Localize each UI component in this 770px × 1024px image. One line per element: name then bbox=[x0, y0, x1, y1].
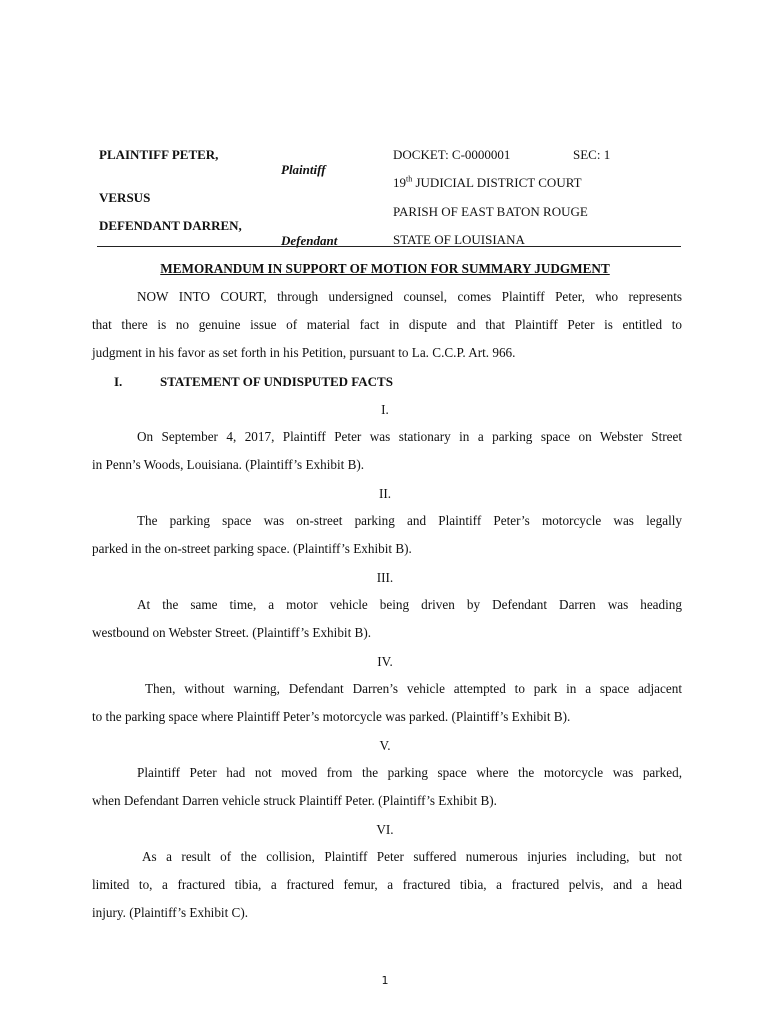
section-heading: STATEMENT OF UNDISPUTED FACTS bbox=[160, 374, 393, 389]
fact-paragraph bbox=[92, 423, 682, 479]
fact-paragraph bbox=[92, 675, 682, 731]
paragraph-line: in Penn’s Woods, Louisiana. (Plaintiff’s Exhibit B). bbox=[92, 457, 365, 472]
paragraph-line: when Defendant Darren vehicle struck Plaintiff Peter. (Plaintiff’s Exhibit B). bbox=[92, 793, 497, 808]
fact-numeral: III. bbox=[376, 570, 394, 585]
paragraph-line: to the parking space where Plaintiff Peter’s motorcycle was parked. (Plaintiff’s Exhibit B). bbox=[92, 709, 571, 724]
paragraph-line: injury. (Plaintiff’s Exhibit C). bbox=[92, 905, 249, 920]
fact-paragraph bbox=[92, 507, 682, 563]
fact-paragraph bbox=[92, 759, 682, 815]
paragraph-line: judgment in his favor as set forth in his Petition, pursuant to La. C.C.P. Art. 966. bbox=[92, 345, 516, 360]
paragraph-line: Then, without warning, Defendant Darren’s vehicle attempted to park in a space adjacent bbox=[145, 681, 682, 696]
paragraph-line: At the same time, a motor vehicle being driven by Defendant Darren was heading bbox=[137, 597, 682, 612]
paragraph-line: westbound on Webster Street. (Plaintiff’s Exhibit B). bbox=[92, 625, 372, 640]
paragraph-line: As a result of the collision, Plaintiff Peter suffered numerous injuries including, but not bbox=[142, 849, 682, 864]
defendant-name: DEFENDANT DARREN, bbox=[99, 218, 242, 233]
fact-numeral: VI. bbox=[376, 822, 394, 837]
paragraph-line: that there is no genuine issue of material fact in dispute and that Plaintiff Peter is entitled to bbox=[92, 317, 682, 332]
fact-numeral: IV. bbox=[377, 654, 393, 669]
versus-label: VERSUS bbox=[99, 190, 151, 205]
caption-rule-right bbox=[382, 246, 681, 247]
court-name: 19th JUDICIAL DISTRICT COURT bbox=[393, 174, 582, 190]
paragraph-line: On September 4, 2017, Plaintiff Peter was stationary in a parking space on Webster Street bbox=[137, 429, 682, 444]
paragraph-line: Plaintiff Peter had not moved from the parking space where the motorcycle was parked, bbox=[137, 765, 682, 780]
intro-paragraph bbox=[92, 283, 682, 367]
plaintiff-name: PLAINTIFF PETER, bbox=[99, 147, 219, 162]
plaintiff-role: Plaintiff bbox=[281, 162, 326, 177]
page-number: 1 bbox=[381, 974, 389, 987]
caption-rule-left bbox=[97, 246, 382, 247]
paragraph-line: NOW INTO COURT, through undersigned counsel, comes Plaintiff Peter, who represents bbox=[137, 289, 682, 304]
fact-paragraph bbox=[92, 843, 682, 927]
fact-numeral: I. bbox=[381, 402, 389, 417]
parish-name: PARISH OF EAST BATON ROUGE bbox=[393, 204, 588, 219]
document-title: MEMORANDUM IN SUPPORT OF MOTION FOR SUMMARY JUDGMENT bbox=[160, 261, 610, 276]
docket-number: DOCKET: C-0000001 bbox=[393, 147, 511, 162]
section-numeral: I. bbox=[114, 374, 123, 389]
defendant-role: Defendant bbox=[281, 233, 338, 248]
paragraph-line: parked in the on-street parking space. (Plaintiff’s Exhibit B). bbox=[92, 541, 412, 556]
paragraph-line: limited to, a fractured tibia, a fractured femur, a fractured tibia, a fractured pelvis, and a head bbox=[92, 877, 682, 892]
fact-numeral: II. bbox=[378, 486, 392, 501]
state-name: STATE OF LOUISIANA bbox=[393, 232, 525, 247]
fact-numeral: V. bbox=[379, 738, 391, 753]
section-number: SEC: 1 bbox=[573, 147, 611, 162]
fact-paragraph bbox=[92, 591, 682, 647]
paragraph-line: The parking space was on-street parking and Plaintiff Peter’s motorcycle was legally bbox=[137, 513, 682, 528]
